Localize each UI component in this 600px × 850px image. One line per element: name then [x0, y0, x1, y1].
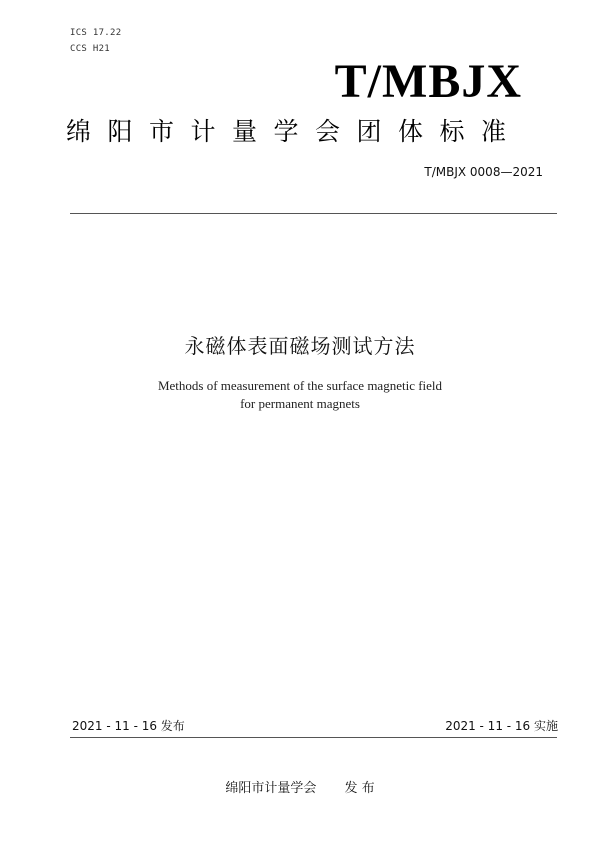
standard-number: T/MBJX 0008—2021 — [424, 165, 543, 179]
top-divider — [70, 213, 557, 214]
ccs-code: CCS H21 — [70, 44, 111, 54]
standard-logo: T/MBJX — [334, 55, 522, 108]
implement-date: 2021 - 11 - 16 实施 — [445, 719, 558, 733]
english-title-line-1: Methods of measurement of the surface magnetic field — [157, 378, 443, 393]
publisher-action: 发 布 — [344, 781, 375, 796]
publish-date: 2021 - 11 - 16 发布 — [72, 719, 185, 733]
english-title-line-2: for permanent magnets — [240, 396, 360, 411]
publisher-name: 绵阳市计量学会 — [225, 781, 317, 796]
bottom-divider — [70, 737, 557, 738]
publisher-line — [0, 777, 600, 796]
organization-title: 绵阳市计量学会团体标准 — [66, 117, 523, 146]
ics-code: ICS 17.22 — [70, 28, 122, 38]
chinese-title: 永磁体表面磁场测试方法 — [184, 334, 416, 358]
